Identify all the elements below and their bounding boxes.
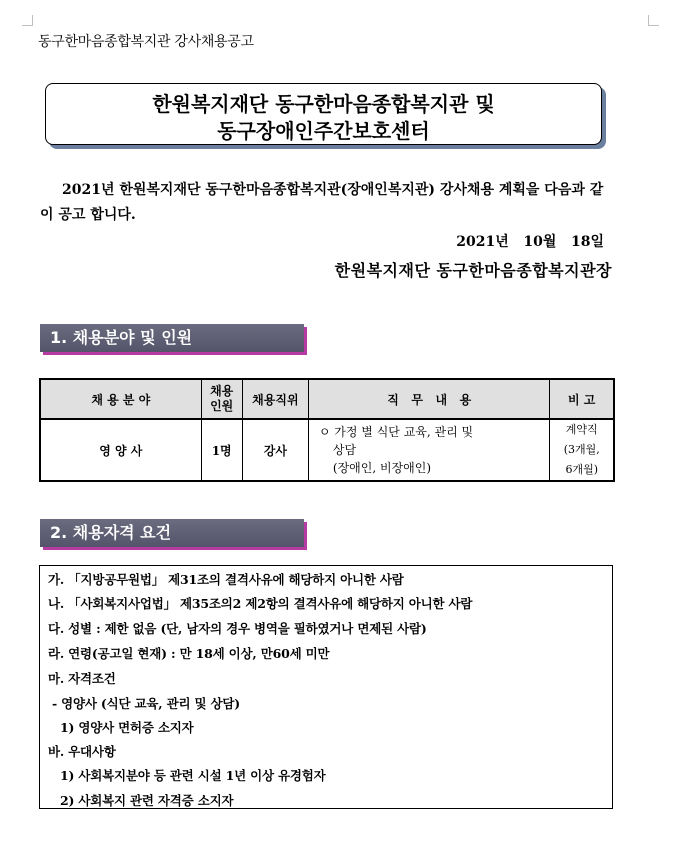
qualification-item: - 영양사 (식단 교육, 관리 및 상담) [52, 696, 240, 711]
qualification-item: 1) 사회복지분야 등 관련 시설 1년 이상 유경험자 [60, 768, 326, 783]
document-header: 동구한마음종합복지관 강사채용공고 [38, 34, 254, 50]
header-duty: 직 무 내 용 [308, 379, 550, 419]
page-corner-mark [22, 15, 33, 26]
duty-line: ㅇ 가정 별 식단 교육, 관리 및 [318, 425, 474, 439]
qualification-item: 가. 「지방공무원법」 제31조의 결격사유에 해당하지 아니한 사람 [48, 572, 404, 587]
qualification-item: 바. 우대사항 [48, 744, 116, 759]
cell-field: 영 양 사 [40, 419, 201, 481]
announcement-date: 2021년 10월 18일 [456, 234, 604, 250]
note-line: (3개월, [563, 443, 600, 456]
qualification-item: 2) 사회복지 관련 자격증 소지자 [60, 793, 234, 808]
header-note: 비 고 [550, 379, 614, 419]
section-heading-qualifications: 2. 채용자격 요건 [40, 519, 304, 547]
organization-signature: 한원복지재단 동구한마음종합복지관장 [334, 261, 612, 280]
recruitment-table [39, 378, 615, 482]
table-header-row [40, 379, 614, 419]
cell-duty [308, 419, 550, 481]
note-line: 6개월) [565, 463, 598, 476]
qualification-item: 라. 연령(공고일 현재) : 만 18세 이상, 만60세 미만 [48, 646, 330, 661]
qualification-item: 나. 「사회복지사업법」 제35조의2 제2항의 결격사유에 해당하지 아니한 사람 [48, 596, 473, 611]
duty-line: 상담 [332, 443, 357, 457]
qualification-item: 1) 영양사 면허증 소지자 [60, 720, 194, 735]
section-heading-recruitment: 1. 채용분야 및 인원 [40, 324, 304, 352]
header-count: 채용 인원 [201, 379, 242, 419]
table-row [40, 419, 614, 481]
note-line: 계약직 [565, 423, 598, 436]
cell-count: 1명 [201, 419, 242, 481]
qualification-item: 다. 성별 : 제한 없음 (단, 남자의 경우 병역을 필하였거나 면제된 사람) [48, 621, 427, 636]
header-position: 채용직위 [242, 379, 308, 419]
title-box [45, 83, 602, 145]
qualifications-box [39, 565, 613, 809]
cell-position: 강사 [242, 419, 308, 481]
title-line-1: 한원복지재단 동구한마음종합복지관 및 [152, 92, 495, 116]
cell-note [550, 419, 614, 481]
qualification-item: 마. 자격조건 [48, 671, 116, 686]
header-field: 채 용 분 야 [40, 379, 201, 419]
page-corner-mark [648, 15, 659, 26]
title-line-2: 동구장애인주간보호센터 [217, 119, 430, 143]
intro-paragraph: 2021년 한원복지재단 동구한마음종합복지관(장애인복지관) 강사채용 계획을 다음과 같이 공고 합니다. [40, 182, 604, 223]
duty-line: (장애인, 비장애인) [332, 461, 432, 475]
